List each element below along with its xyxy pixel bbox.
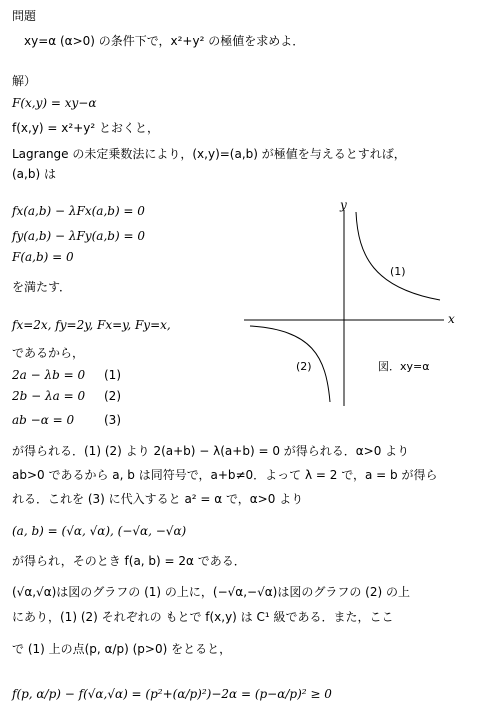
def-f: f(x,y) = x²+y² とおくと，: [12, 121, 159, 135]
hyperbola-graph: [244, 196, 474, 406]
paragraph-2-line-2: にあり，(1) (2) それぞれの もとで f(x,y) は C¹ 級である．また，ここ: [12, 610, 394, 624]
paragraph-1-line-1: が得られる．(1) (2) より 2(a+b) − λ(a+b) = 0 が得られる．α>0 より: [12, 444, 410, 458]
hyperbola-figure: [244, 196, 474, 406]
paragraph-2-line-3: で (1) 上の点(p, α/p) (p>0) をとると，: [12, 642, 232, 656]
lagrange-intro: Lagrange の未定乗数法により，(x,y)=(a,b) が極値を与えるとすれば，: [12, 147, 406, 161]
problem-statement: xy=α (α>0) の条件下で，x²+y² の極値を求めよ．: [24, 34, 305, 48]
paragraph-1-line-3: れる．これを (3) に代入すると a² = α で，α>0 より: [12, 492, 304, 506]
y-axis-label: y: [340, 198, 347, 212]
paragraph-2-line-1: (√α,√α)は図のグラフの (1) の上に，(−√α,−√α)は図のグラフの (2) の上: [12, 585, 410, 599]
equation-3: ab −α = 0: [12, 413, 75, 427]
hyperbola-branch-2: [250, 326, 330, 402]
solution-heading: 解）: [12, 74, 37, 88]
curve-2-label: (2): [296, 360, 312, 373]
dearukara-text: であるから，: [12, 346, 85, 360]
equation-1-number: (1): [104, 368, 121, 382]
satisfies-text: を満たす．: [12, 280, 72, 294]
ab-ha: (a,b) は: [12, 167, 56, 181]
figure-caption: 図．xy=α: [378, 360, 430, 373]
final-inequality: f(p, α/p) − f(√α,√α) = (p²+(α/p)²)−2α = (p−α/p)² ≥ 0: [12, 687, 332, 701]
def-F: F(x,y) = xy−α: [12, 96, 97, 110]
title: 問題: [12, 9, 37, 23]
equation-1: 2a − λb = 0: [12, 368, 86, 382]
paragraph-1-line-2: ab>0 であるから a, b は同符号で，a+b≠0．よって λ = 2 で，a = b が得ら: [12, 468, 438, 482]
curve-1-label: (1): [390, 265, 406, 278]
equation-2: 2b − λa = 0: [12, 389, 86, 403]
equation-3-number: (3): [104, 413, 121, 427]
condition-3: F(a,b) = 0: [12, 250, 74, 264]
hyperbola-branch-1: [356, 212, 440, 300]
x-axis-label: x: [448, 312, 455, 326]
equation-2-number: (2): [104, 389, 121, 403]
partial-derivatives: fx=2x, fy=2y, Fx=y, Fy=x,: [12, 318, 171, 332]
condition-2: fy(a,b) − λFy(a,b) = 0: [12, 229, 145, 243]
solution-points: (a, b) = (√α, √α), (−√α, −√α): [12, 524, 187, 538]
condition-1: fx(a,b) − λFx(a,b) = 0: [12, 204, 145, 218]
result-text: が得られ，そのとき f(a, b) = 2α である．: [12, 554, 246, 568]
